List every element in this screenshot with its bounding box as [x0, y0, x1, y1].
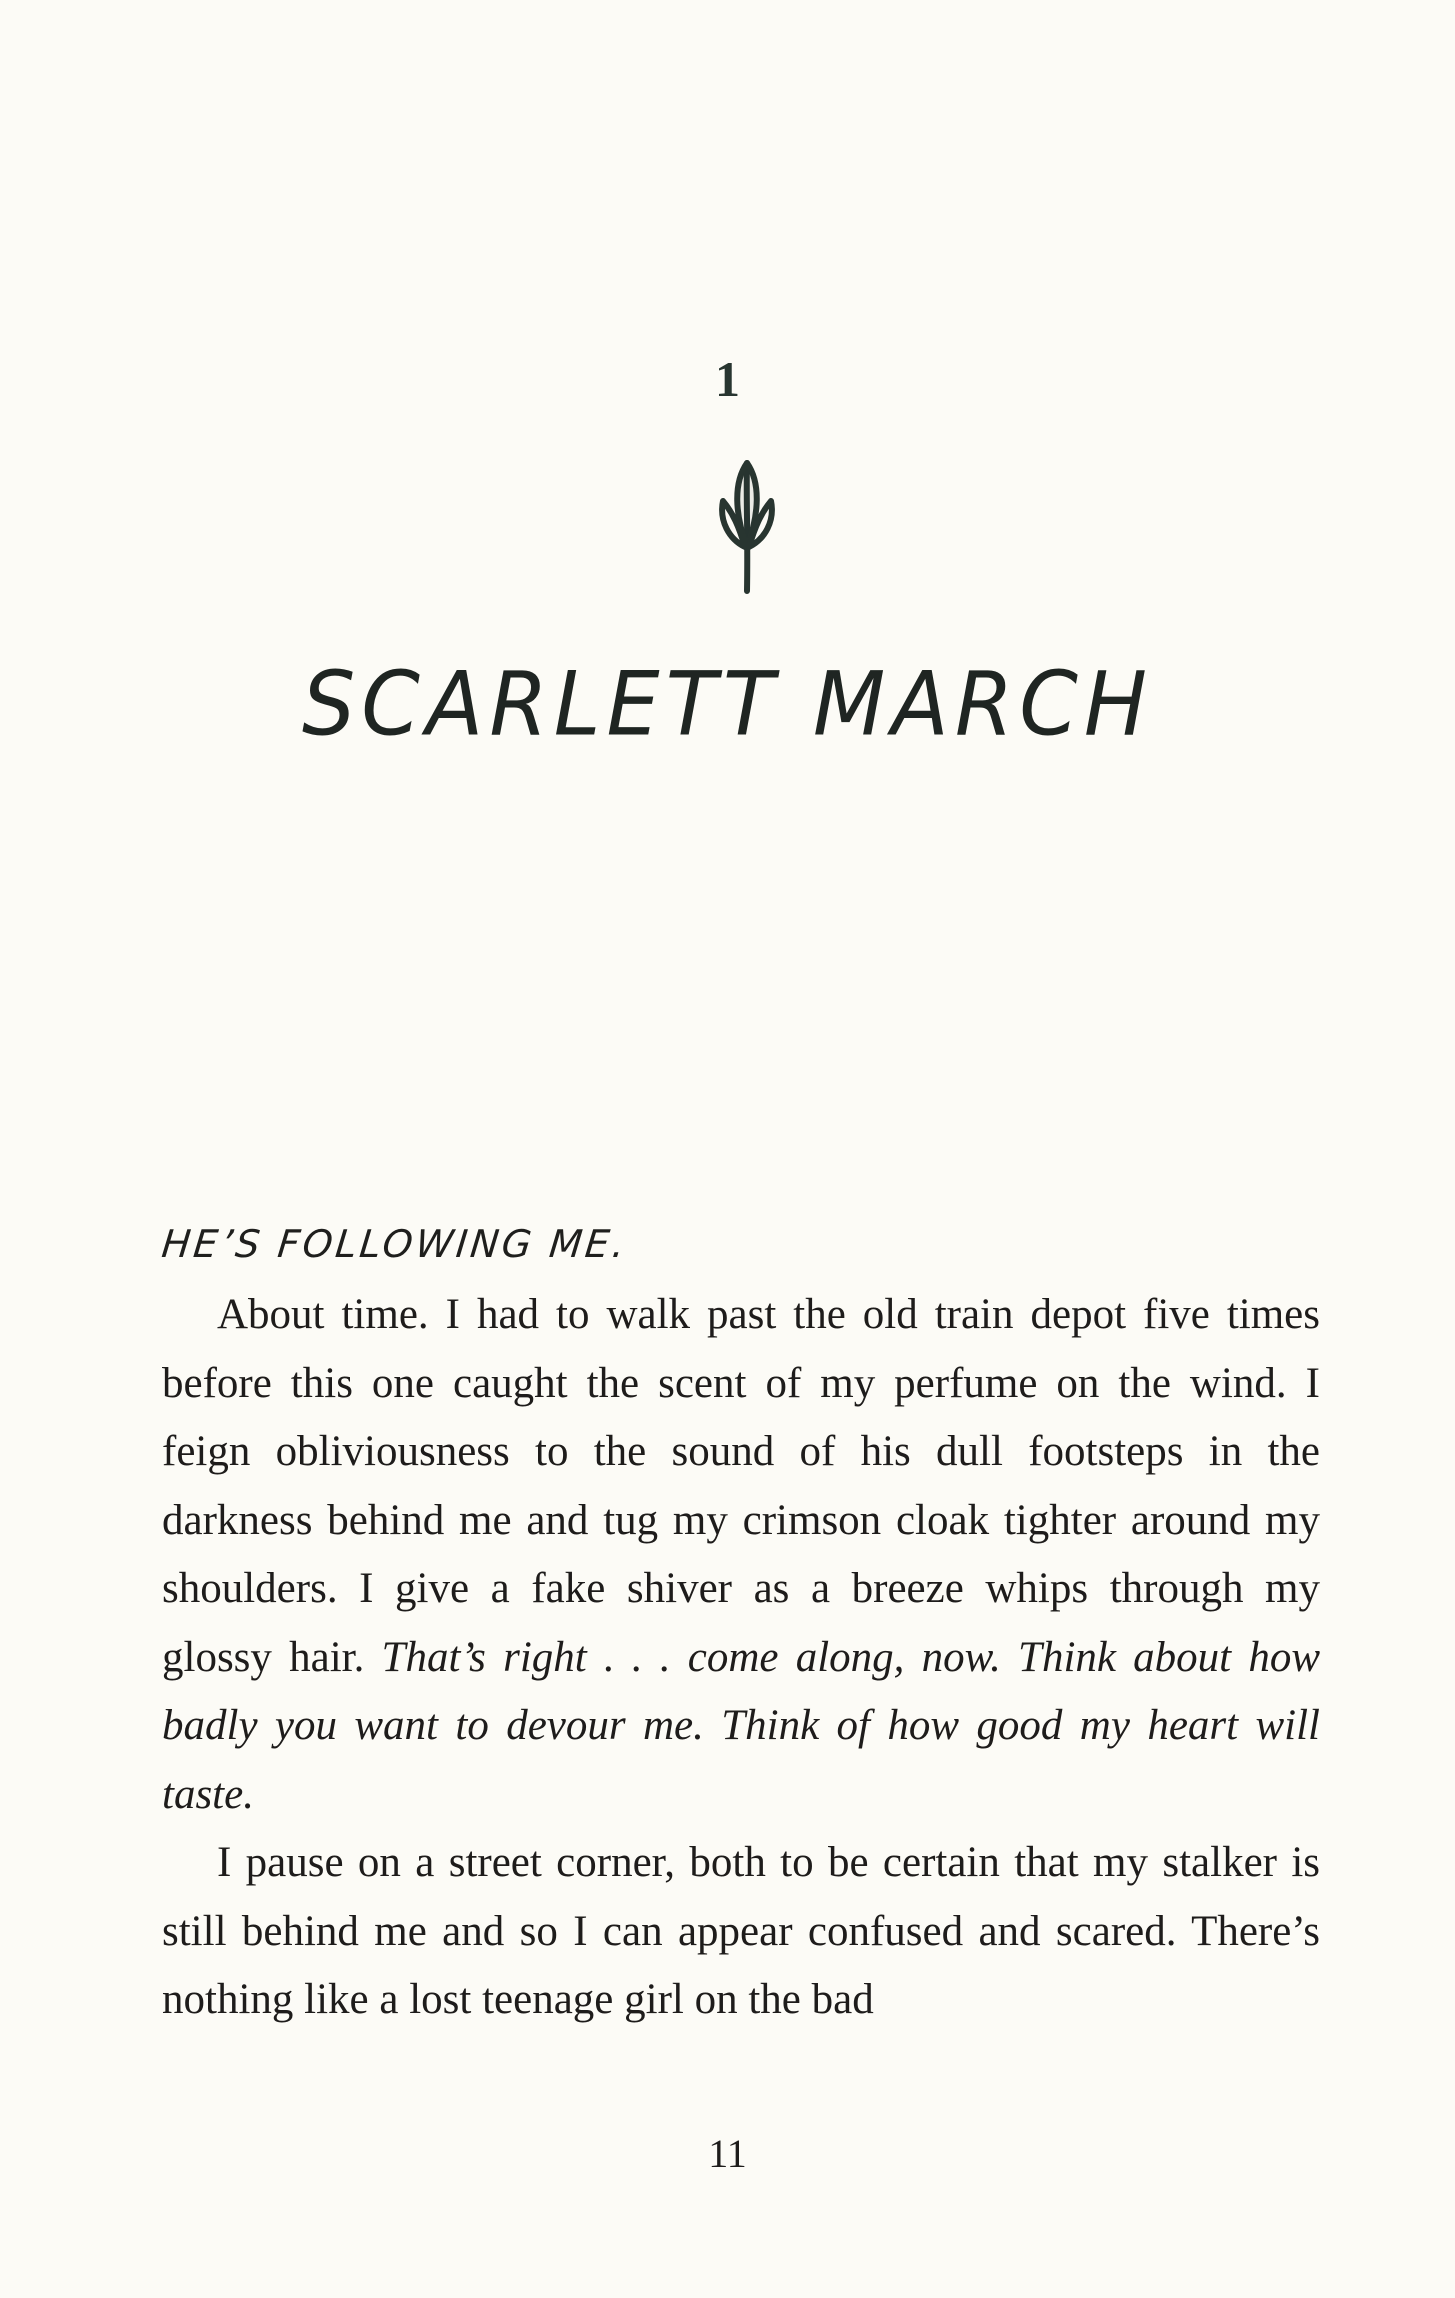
paragraph-text: I pause on a street corner, both to be certain that my stalker is still behind me and so I can appear confused and scared. There’s nothing like a lost teenage girl on the bad: [162, 1839, 1320, 2023]
page-number: 11: [708, 2131, 747, 2176]
paragraph: [162, 1829, 1320, 2035]
italic-thought: That’s right . . . come along, now. Think about how badly you want to devour me. Think of how good my heart will taste.: [162, 1633, 1320, 1818]
chapter-title: SCARLETT MARCH: [301, 652, 1154, 756]
chapter-body: [159, 1222, 1320, 2035]
paragraph: [162, 1281, 1320, 1829]
paragraph-text: About time. I had to walk past the old train depot five times before this one caught the scent of my perfume on the wind. I feign obliviousness to the sound of his dull footsteps in the darkness behind me and tug my crimson cloak tighter around my shoulders. I give a fake shiver as a breeze whips through my glossy hair.: [162, 1291, 1320, 1681]
chapter-number: 1: [715, 351, 740, 407]
leaf-icon: [715, 455, 779, 595]
opening-line: HE’S FOLLOWING ME.: [159, 1222, 630, 1266]
